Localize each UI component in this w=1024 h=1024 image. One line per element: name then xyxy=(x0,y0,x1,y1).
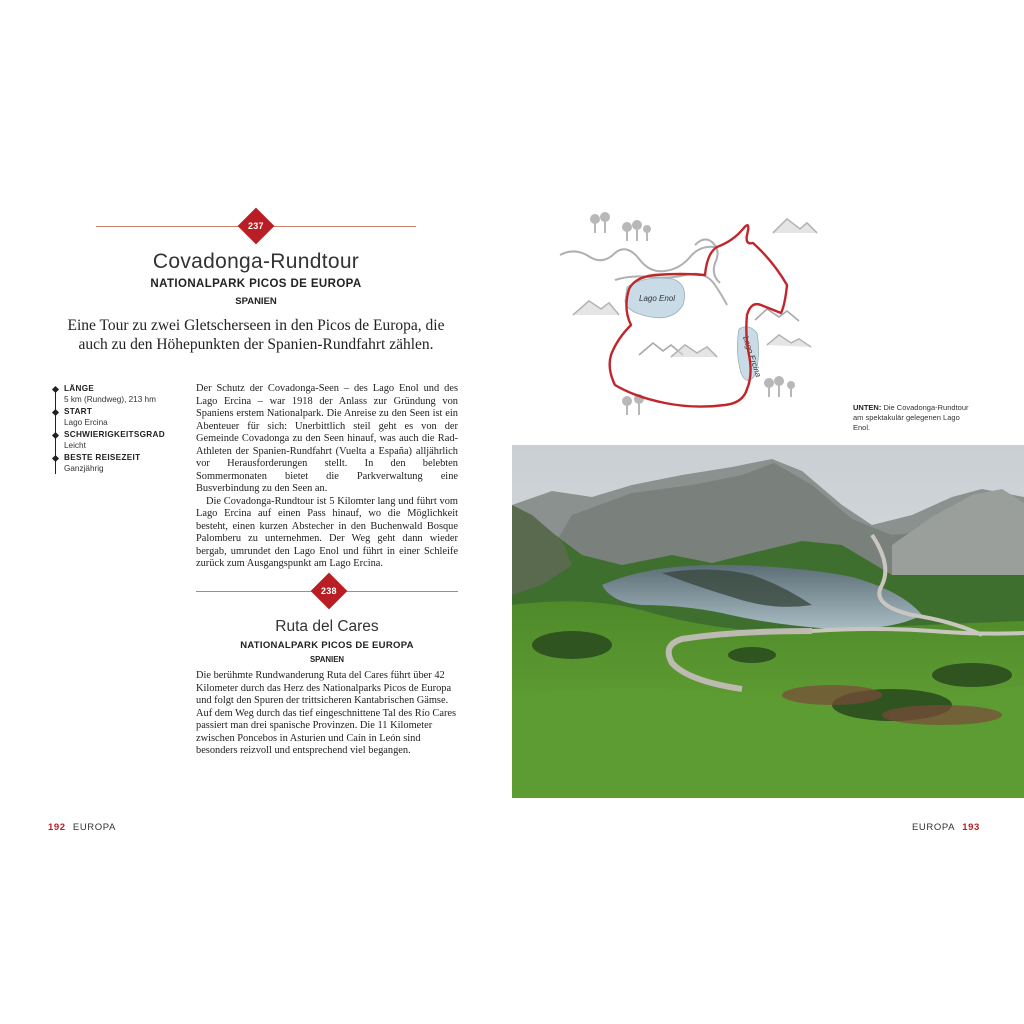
caption-label: UNTEN: xyxy=(853,403,882,412)
folio-right xyxy=(912,822,980,833)
fact-value: 5 km (Rundweg), 213 hm xyxy=(64,395,156,404)
section-country: SPANIEN xyxy=(235,296,277,307)
fact-value: Ganzjährig xyxy=(64,464,104,473)
fact-label: LÄNGE xyxy=(64,384,95,393)
section-body-cares: Die berühmte Rundwanderung Ruta del Cares führt über 42 Kilometer durch das Herz des Nationalparks Picos de Europa und folgt den Spuren der trittsicheren Kantabrischen Gämse. Auf dem Weg durch das tief eingeschnittene Tal des Río Cares passiert man drei spanische Provinzen. Die 11 Kilometer zwischen Poncebos in Asturien und Caín in León sind besonders reizvoll und entsprechend viel begangen. xyxy=(196,670,457,756)
fact-length xyxy=(52,384,182,405)
body-paragraph: Der Schutz der Covadonga-Seen – des Lago Enol und des Lago Ercina – war 1918 der Anlass zur Gründung von Spaniens erstem Nationalpark. Die Anreise zu den Seen ist ein Abenteuer für sich: Unerbittlich steil geht es von der Gemeinde Covadonga zu den Seen hinauf, was auch die Rad-Athleten der Spanien-Rundfahrt (Vuelta a España) alljährlich vor Herausforderungen stellt. In den belebten Sommermonaten bietet die Parkverwaltung eine Busverbindung zu den Seen an. xyxy=(196,383,458,494)
fact-bullet xyxy=(52,386,59,393)
facts-box xyxy=(52,384,182,476)
section-subtitle-park-2: NATIONALPARK PICOS DE EUROPA xyxy=(240,640,414,651)
fact-value: Lago Ercina xyxy=(64,418,108,427)
section-country-2: SPANIEN xyxy=(309,655,345,664)
section-subtitle-park: NATIONALPARK PICOS DE EUROPA xyxy=(150,278,362,290)
section-number-badge-238 xyxy=(311,573,348,610)
page-number-left: 192 xyxy=(48,822,66,833)
section-number-238: 238 xyxy=(321,586,337,596)
fact-label: START xyxy=(64,407,93,416)
section-number-badge-237 xyxy=(238,208,275,245)
fact-bullet xyxy=(52,432,59,439)
fact-bullet xyxy=(52,409,59,416)
section-title-covadonga: Covadonga-Rundtour xyxy=(152,250,360,273)
folio-left xyxy=(48,822,116,833)
fact-difficulty xyxy=(52,430,182,451)
page-number-right: 193 xyxy=(962,822,980,833)
caption-text: Die Covadonga-Rundtour am spektakulär gelegenen Lago Enol. xyxy=(853,403,969,432)
photo-caption xyxy=(853,403,973,433)
fact-label: BESTE REISEZEIT xyxy=(64,453,141,462)
section-lead: Eine Tour zu zwei Gletscherseen in den Picos de Europa, die auch zu den Höhepunkten der Spanien-Rundfahrt zählen. xyxy=(67,317,445,353)
body-paragraph: Die Covadonga-Rundtour ist 5 Kilomter lang und führt vom Lago Ercina auf einen Pass hinauf, wo die Möglichkeit besteht, einen kurzen Abstecher in den Buchenwald Bosque Palomberu zu unternehmen. Der Weg geht dann wieder bergab, umrundet den Lago Enol und führt in einer Schleife zurück zum Ausgangspunkt am Lago Ercina. xyxy=(196,495,458,569)
fact-bullet xyxy=(52,455,59,462)
section-number-237: 237 xyxy=(248,221,264,231)
lake-label-ercina: Lago Ercina xyxy=(741,334,763,379)
lake-label-enol: Lago Enol xyxy=(639,294,676,303)
lake-landscape-photo xyxy=(512,445,1024,798)
fact-label: SCHWIERIGKEITSGRAD xyxy=(64,430,165,439)
folio-section-left: EUROPA xyxy=(72,822,116,833)
section-title-cares: Ruta del Cares xyxy=(275,618,379,635)
folio-section-right: EUROPA xyxy=(912,822,956,833)
fact-start xyxy=(52,407,182,428)
section-body-covadonga xyxy=(196,383,458,571)
fact-value: Leicht xyxy=(64,441,86,450)
fact-season xyxy=(52,453,182,474)
route-map xyxy=(555,205,835,425)
